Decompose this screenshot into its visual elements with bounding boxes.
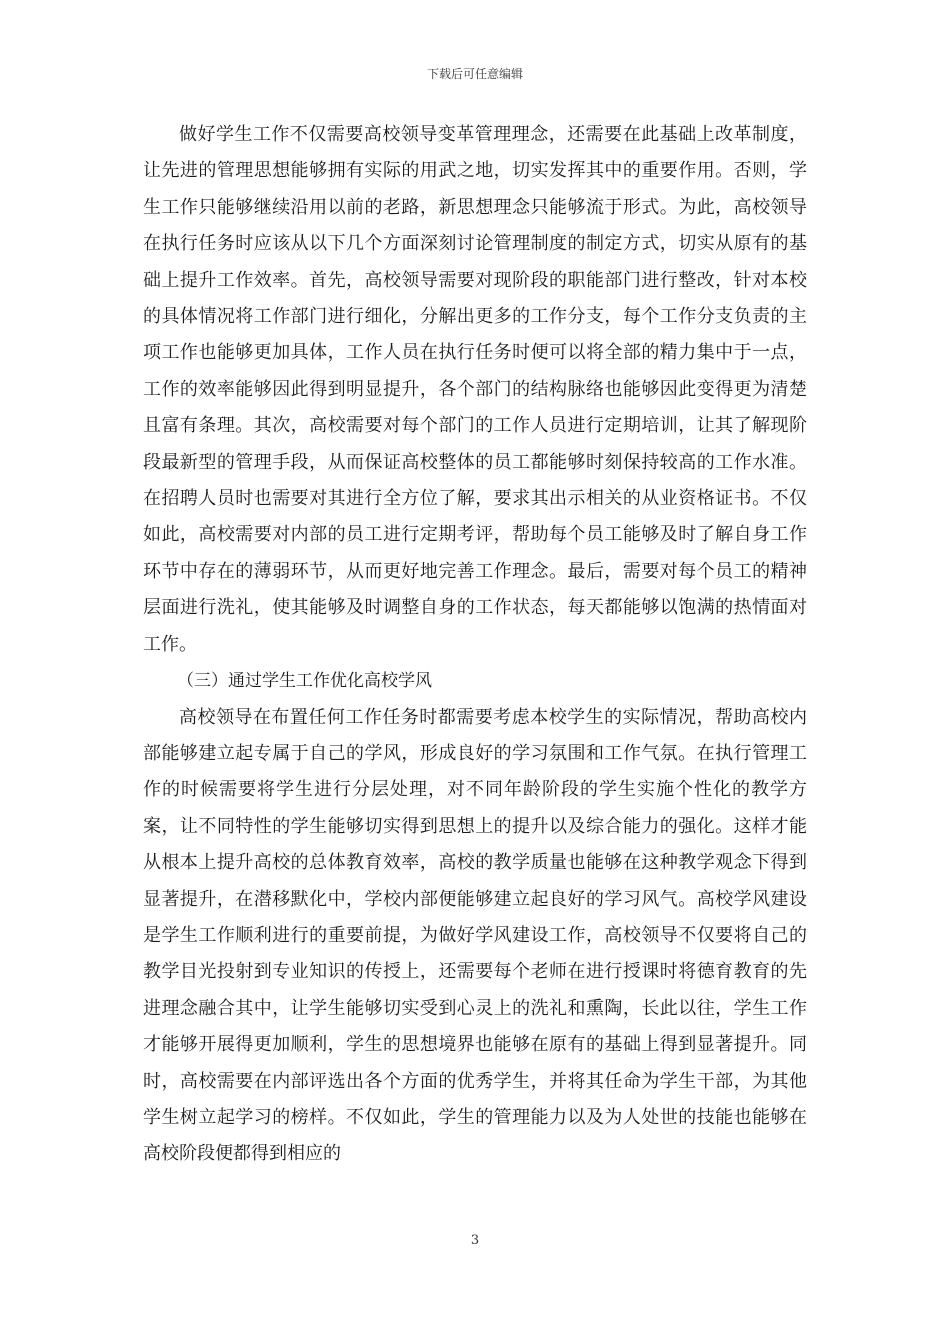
page-number: 3: [470, 1233, 480, 1248]
body-paragraph-2: 高校领导在布置任何工作任务时都需要考虑本校学生的实际情况，帮助高校内部能够建立起专属于自己的学风，形成良好的学习氛围和工作气氛。在执行管理工作的时候需要将学生进行分层处理，对不同年龄阶段的学生实施个性化的教学方案，让不同特性的学生能够切实得到思想上的提升以及综合能力的强化。这样才能从根本上提升高校的总体教育效率，高校的教学质量也能够在这种教学观念下得到显著提升，在潜移默化中，学校内部便能够建立起良好的学习风气。高校学风建设是学生工作顺利进行的重要前提，为做好学风建设工作，高校领导不仅要将自己的教学目光投射到专业知识的传授上，还需要每个老师在进行授课时将德育教育的先进理念融合其中，让学生能够切实受到心灵上的洗礼和熏陶，长此以往，学生工作才能够开展得更加顺利，学生的思想境界也能够在原有的基础上得到显著提升。同时，高校需要在内部评选出各个方面的优秀学生，并将其任命为学生干部，为其他学生树立起学习的榜样。不仅如此，学生的管理能力以及为人处世的技能也能够在高校阶段便都得到相应的: [143, 706, 807, 1165]
document-body: [143, 117, 807, 1173]
section-heading: （三）通过学生工作优化高校学风: [177, 671, 432, 692]
page-header: 下载后可任意编辑: [426, 67, 523, 81]
body-paragraph-1: 做好学生工作不仅需要高校领导变革管理理念，还需要在此基础上改革制度，让先进的管理思想能够拥有实际的用武之地，切实发挥其中的重要作用。否则，学生工作只能够继续沿用以前的老路，新思想理念只能够流于形式。为此，高校领导在执行任务时应该从以下几个方面深刻讨论管理制度的制定方式，切实从原有的基础上提升工作效率。首先，高校领导需要对现阶段的职能部门进行整改，针对本校的具体情况将工作部门进行细化，分解出更多的工作分支，每个工作分支负责的主项工作也能够更加具体，工作人员在执行任务时便可以将全部的精力集中于一点，工作的效率能够因此得到明显提升，各个部门的结构脉络也能够因此变得更为清楚且富有条理。其次，高校需要对每个部门的工作人员进行定期培训，让其了解现阶段最新型的管理手段，从而保证高校整体的员工都能够时刻保持较高的工作水准。在招聘人员时也需要对其进行全方位了解，要求其出示相关的从业资格证书。不仅如此，高校需要对内部的员工进行定期考评，帮助每个员工能够及时了解自身工作环节中存在的薄弱环节，从而更好地完善工作理念。最后，需要对每个员工的精神层面进行洗礼，使其能够及时调整自身的工作状态，每天都能够以饱满的热情面对工作。: [143, 124, 807, 655]
